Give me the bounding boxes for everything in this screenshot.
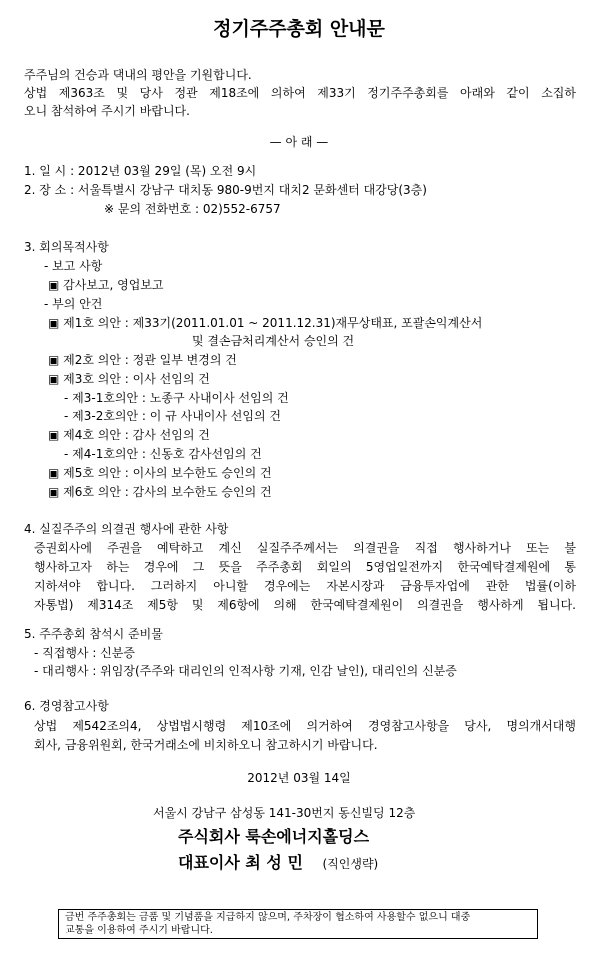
agenda-item-4-1: - 제4-1호의안 : 신동호 감사선임의 건 (64, 447, 262, 461)
agenda-item-1-cont: 및 결손금처리계산서 승인의 건 (192, 334, 355, 348)
agenda-heading: 3. 회의목적사항 (24, 240, 109, 254)
contact-phone: ※ 문의 전화번호 : 02)552-6757 (104, 202, 281, 216)
voting-line-3: 지하셔야 합니다. 그러하지 아니할 경우에는 자본시장과 금융투자업에 관한 법률(이하 (34, 579, 576, 593)
intro-line-3: 오니 참석하여 주시기 바랍니다. (24, 104, 190, 118)
agenda-item-6: ▣ 제6호 의안 : 감사의 보수한도 승인의 건 (48, 485, 272, 499)
voting-line-2: 행사하고자 하는 경우에 그 뜻을 주주총회 회일의 5영업일전까지 한국예탁결제원에 통 (34, 560, 576, 574)
preparation-proxy: - 대리행사 : 위임장(주주와 대리인의 인적사항 기재, 인감 날인), 대리인의 신분증 (34, 664, 457, 678)
intro-line-1: 주주님의 건승과 댁내의 평안을 기원합니다. (24, 68, 252, 82)
agenda-item-4: ▣ 제4호 의안 : 감사 선임의 건 (48, 428, 210, 442)
voting-heading: 4. 실질주주의 의결권 행사에 관한 사항 (24, 522, 229, 536)
agenda-item-3-1: - 제3-1호의안 : 노종구 사내이사 선임의 건 (64, 391, 289, 405)
company-address: 서울시 강남구 삼성동 141-30번지 동신빌딩 12층 (153, 806, 416, 820)
agenda-item-1: ▣ 제1호 의안 : 제33기(2011.01.01 ~ 2011.12.31)재무상태표, 포괄손익계산서 (48, 316, 483, 330)
reference-line-1: 상법 제542조의4, 상법법시행령 제10조에 의거하여 경영참고사항을 당사, 명의개서대행 (34, 719, 576, 733)
voting-line-4: 자통법) 제314조 제5항 및 제6항에 의해 한국예탁결제원이 의결권을 행사하게 됩니다. (34, 598, 576, 612)
below-heading: — 아 래 — (269, 135, 329, 149)
voting-line-1: 증권회사에 주권을 예탁하고 계신 실질주주께서는 의결권을 직접 행사하거나 또는 불 (34, 541, 576, 555)
ceo-name-text: 대표이사 최 성 민 (178, 853, 303, 872)
meeting-place: 2. 장 소 : 서울특별시 강남구 대치동 980-9번지 대치2 문화센터 대강당(3층) (24, 183, 427, 197)
page-title: 정기주주총회 안내문 (213, 18, 385, 40)
notice-line-1: 금번 주주총회는 금품 및 기념품을 지급하지 않으며, 주차장이 협소하여 사용할수 없으니 대중 (65, 912, 471, 923)
notice-line-2: 교통을 이용하여 주시기 바랍니다. (65, 925, 213, 936)
resolution-heading: - 부의 안건 (44, 297, 103, 311)
preparation-heading: 5. 주주총회 참석시 준비물 (24, 627, 163, 641)
preparation-direct: - 직접행사 : 신분증 (34, 646, 135, 660)
company-name: 주식회사 룩손에너지홀딩스 (178, 827, 370, 846)
report-heading: - 보고 사항 (44, 259, 103, 273)
intro-line-2: 상법 제363조 및 당사 정관 제18조에 의하여 제33기 정기주주총회를 아래와 같이 소집하 (24, 86, 576, 100)
ceo-name (178, 852, 378, 875)
notice-date: 2012년 03월 14일 (247, 771, 351, 785)
agenda-item-2: ▣ 제2호 의안 : 정관 일부 변경의 건 (48, 353, 237, 367)
reference-line-2: 회사, 금융위원회, 한국거래소에 비치하오니 참고하시기 바랍니다. (34, 738, 378, 752)
agenda-item-3: ▣ 제3호 의안 : 이사 선임의 건 (48, 372, 210, 386)
seal-omitted-note: (직인생략) (322, 857, 379, 871)
gift-parking-notice (58, 909, 538, 939)
meeting-datetime: 1. 일 시 : 2012년 03월 29일 (목) 오전 9시 (24, 164, 257, 178)
reference-heading: 6. 경영참고사항 (24, 699, 109, 713)
agenda-item-3-2: - 제3-2호의안 : 이 규 사내이사 선임의 건 (64, 409, 281, 423)
agenda-item-5: ▣ 제5호 의안 : 이사의 보수한도 승인의 건 (48, 466, 272, 480)
report-item: ▣ 감사보고, 영업보고 (48, 278, 164, 292)
